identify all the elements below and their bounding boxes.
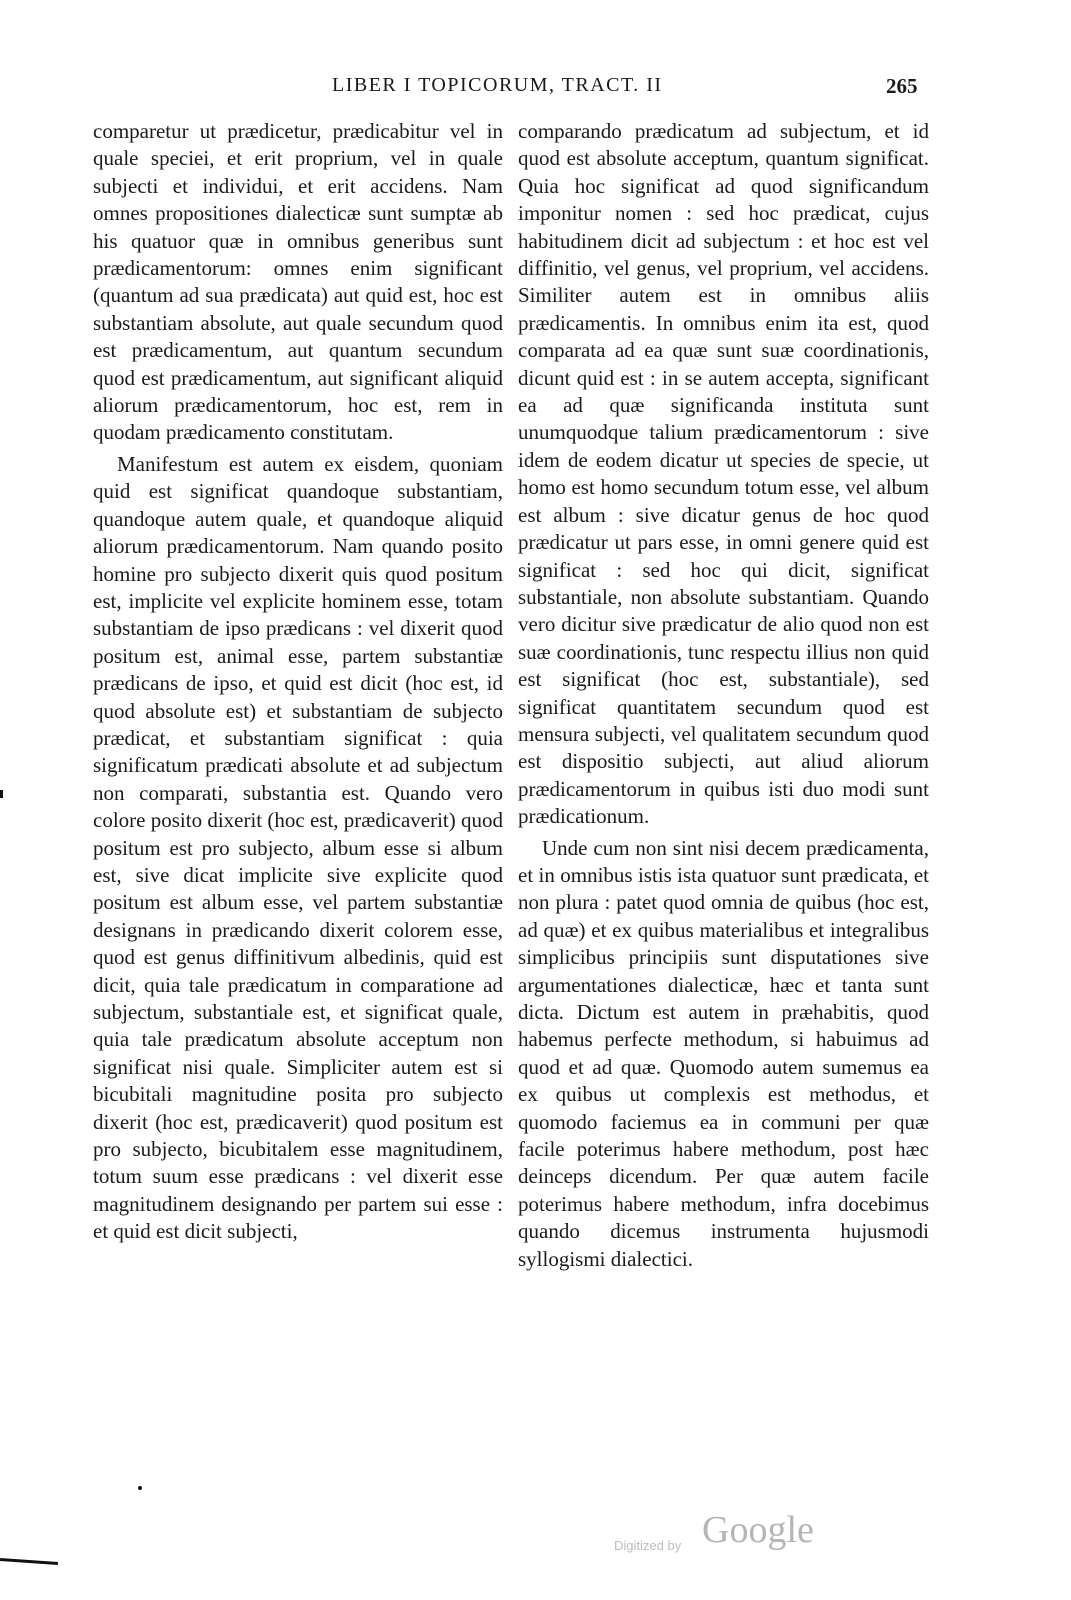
left-paragraph-1: comparetur ut prædicetur, prædicabitur vel in quale speciei, et erit proprium, vel in quale subjecti et individui, et erit accidens. Nam omnes propositiones dialecticæ sunt sumptæ ab his quatuor quæ in omnibus generibus sunt prædicamentorum: omnes enim significant (quantum ad sua prædicata) aut quid est, hoc est substantiam absolute, aut quale secundum quod est prædicamentum, aut quantum secundum quod est prædicamentum, aut significant aliquid aliorum prædicamentorum, hoc est, rem in quodam prædicamento constitutam.: [93, 119, 503, 445]
left-column: [93, 118, 503, 1246]
scan-speck: [0, 790, 3, 798]
scan-edge-mark: [0, 1558, 58, 1565]
left-paragraph-2: Manifestum est autem ex eisdem, quoniam quid est significat quandoque substantiam, quandoque autem quale, et quandoque aliquid aliorum prædicamentorum. Nam quando posito homine pro subjecto dixerit quis quod positum est, implicite vel explicite hominem esse, totam substantiam de ipso prædicans : vel dixerit quod positum est, animal esse, partem substantiæ prædicans de ipso, et quid est dicit (hoc est, id quod absolute est) et substantiam de subjecto prædicat, et substantiam significat : quia significatum prædicati absolute et ad subjectum non comparati, substantia est. Quando vero colore posito dixerit (hoc est, prædicaverit) quod positum est pro subjecto, album esse si album est, sive dicat implicite sive explicite quod positum est album esse, vel partem substantiæ designans in prædicando dixerit colorem esse, quod est genus diffinitivum albedinis, quid est dicit, quia tale prædicatum in comparatione ad subjectum, substantiale est, et significat quale, quia tale prædicatum absolute acceptum non significat nisi quale. Simpliciter autem est si bicubitali magnitudine posita pro subjecto dixerit (hoc est, prædicaverit) quod positum est pro subjecto, bicubitalem esse magnitudinem, totum suum esse prædicans : vel dixerit esse magnitudinem designando per partem sui esse : et quid est dicit subjecti,: [93, 451, 503, 1244]
google-logo: Google: [702, 1509, 814, 1551]
page-number: 265: [886, 74, 918, 98]
running-title: LIBER I TOPICORUM, TRACT. II: [332, 74, 663, 96]
right-column: [518, 118, 929, 1273]
right-paragraph-1: comparando prædicatum ad subjectum, et id quod est absolute acceptum, quantum significat. Quia hoc significat ad quod significandum imponitur nomen : sed hoc prædicat, cujus habitudinem dicit ad subjectum : et hoc est vel diffinitio, vel genus, vel proprium, vel accidens. Similiter autem est in omnibus aliis prædicamentis. In omnibus enim ita est, quod comparata ad ea quæ sunt suæ coordinationis, dicunt quid est : in se autem accepta, significant ea ad quæ significanda instituta sunt unumquodque talium prædicamentorum : sive idem de eodem dicatur ut species de specie, ut homo est homo secundum totum esse, vel album est album : sive dicatur genus de hoc quod prædicatur ut pars esse, in omni genere quid est significat : sed hoc qui dicit, significat substantiale, non absolute substantiam. Quando vero dicitur sive prædicatur de alio quod non est suæ coordinationis, tunc respectu illius non quid est significat (hoc est, substantiale), sed significat quantitatem secundum quod est mensura subjecti, vel qualitatem secundum quod est dispositio subjecti, aut aliud aliorum prædicamentorum in quibus isti duo modi sunt prædicationum.: [518, 119, 929, 829]
scan-dot: [138, 1486, 142, 1490]
digitized-by-label: Digitized by: [614, 1538, 682, 1553]
digitized-watermark: [614, 1508, 844, 1558]
running-head: [0, 74, 1071, 104]
right-paragraph-2: Unde cum non sint nisi decem prædicamenta, et in omnibus istis ista quatuor sunt prædicata, et non plura : patet quod omnia de quibus (hoc est, ad quæ) et ex quibus materialibus et integralibus simplicibus principiis sunt disputationes sive argumentationes dialecticæ, hæc et tanta sunt dicta. Dictum est autem in præhabitis, quod habemus perfecte methodum, si habuimus ad quod et ad quæ. Quomodo autem sumemus ea ex quibus ut complexis est methodus, et quomodo faciemus ea in communi per quæ facile poterimus habere methodum, post hæc deinceps dicendum. Per quæ autem facile poterimus habere methodum, infra docebimus quando dicemus instrumenta hujusmodi syllogismi dialectici.: [518, 835, 929, 1271]
